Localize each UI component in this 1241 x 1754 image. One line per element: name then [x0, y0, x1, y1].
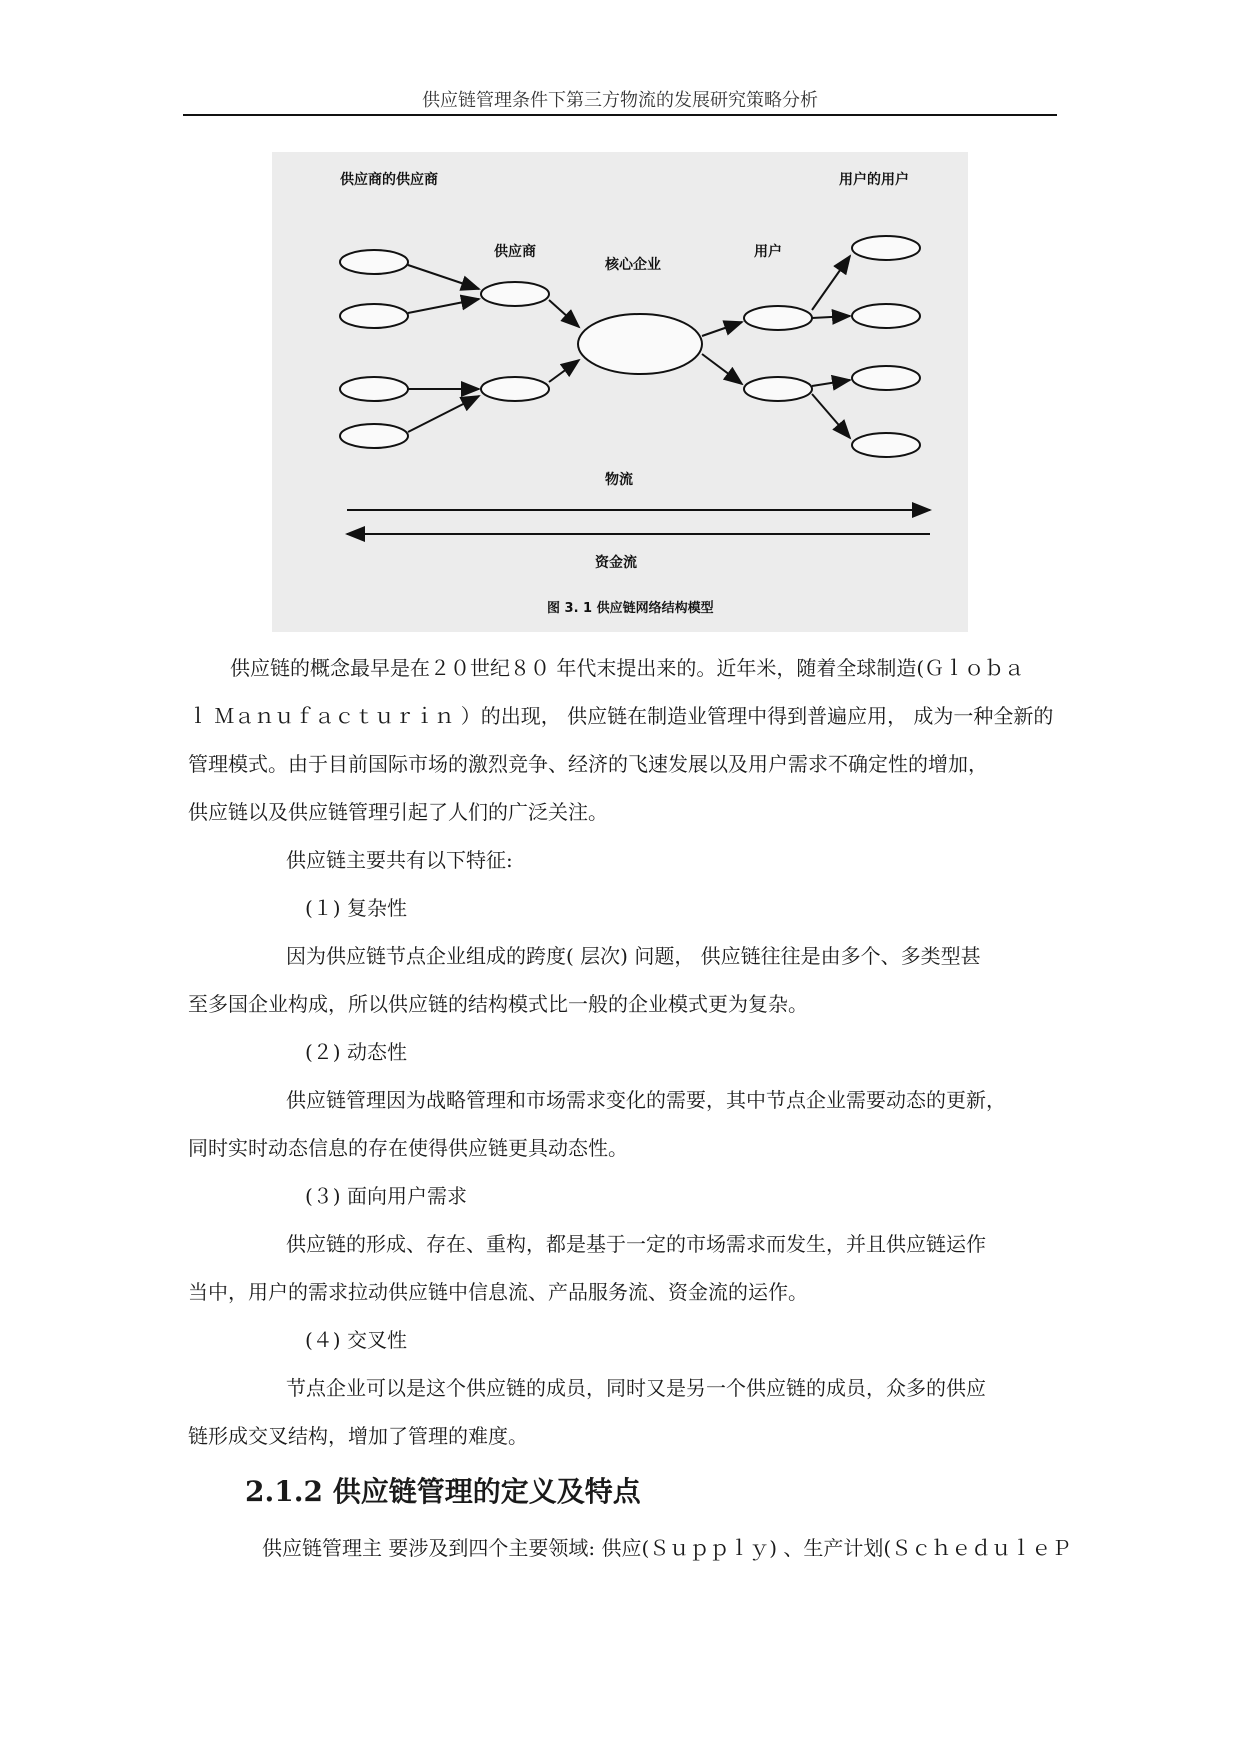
label-supplier: 供应商	[494, 244, 536, 260]
feature-3-line-2: 当中，用户的需求拉动供应链中信息流、产品服务流、资金流的运作。	[188, 1280, 808, 1304]
arrow-s2-core	[549, 360, 579, 382]
paragraph-intro-line-1: 供应链的概念最早是在２０世纪８０ 年代末提出来的。近年米，随着全球制造(Ｇｌｏｂａ	[230, 656, 1025, 680]
feature-2-line-1: 供应链管理因为战略管理和市场需求变化的需要，其中节点企业需要动态的更新，	[286, 1088, 1006, 1112]
section-heading: 2.1.2 供应链管理的定义及特点	[245, 1475, 641, 1508]
arrow-t2s1-s1	[408, 265, 479, 289]
label-logistics: 物流	[605, 472, 633, 488]
feature-4-line-2: 链形成交叉结构，增加了管理的难度。	[188, 1424, 528, 1448]
node-supplier-2	[481, 377, 549, 401]
node-user-1	[744, 306, 812, 330]
feature-3-line-1: 供应链的形成、存在、重构，都是基于一定的市场需求而发生，并且供应链运作	[286, 1232, 986, 1256]
supply-chain-diagram	[272, 152, 968, 632]
node-tier2-supplier-1	[340, 250, 408, 274]
arrow-u2-e3	[812, 380, 850, 386]
arrow-t2s4-s2	[408, 396, 479, 432]
paragraph-intro-line-3: 管理模式。由于目前国际市场的激烈竞争、经济的飞速发展以及用户需求不确定性的增加，	[188, 752, 988, 776]
arrow-u1-e1	[812, 256, 850, 310]
node-end-user-1	[852, 236, 920, 260]
arrow-u2-e4	[812, 394, 850, 438]
feature-4-title: (４) 交叉性	[305, 1328, 407, 1352]
label-users-user: 用户的用户	[839, 172, 909, 188]
section-first-line: 供应链管理主 要涉及到四个主要领域: 供应(Ｓｕｐｐｌｙ) 、生产计划(ＳｃｈｅｄｕｌｅＰ	[262, 1536, 1072, 1560]
feature-2-line-2: 同时实时动态信息的存在使得供应链更具动态性。	[188, 1136, 628, 1160]
arrow-u1-e2	[812, 316, 850, 318]
supply-chain-figure	[272, 152, 968, 632]
arrow-s1-core	[549, 300, 579, 327]
node-supplier-1	[481, 282, 549, 306]
page-header: 供应链管理条件下第三方物流的发展研究策略分析	[422, 90, 818, 111]
paragraph-intro-line-4: 供应链以及供应链管理引起了人们的广泛关注。	[188, 800, 608, 824]
label-core: 核心企业	[605, 257, 661, 273]
node-end-user-4	[852, 433, 920, 457]
feature-1-line-1: 因为供应链节点企业组成的跨度( 层次) 问题， 供应链往往是由多个、多类型甚	[286, 944, 981, 968]
feature-1-line-2: 至多国企业构成，所以供应链的结构模式比一般的企业模式更为复杂。	[188, 992, 808, 1016]
figure-caption: 图 3. 1 供应链网络结构模型	[547, 601, 714, 616]
label-suppliers-supplier: 供应商的供应商	[340, 172, 438, 188]
node-tier2-supplier-3	[340, 377, 408, 401]
node-end-user-3	[852, 366, 920, 390]
feature-2-title: (２) 动态性	[305, 1040, 407, 1064]
label-user: 用户	[754, 244, 782, 260]
header-rule	[183, 114, 1057, 116]
feature-1-title: (１) 复杂性	[305, 896, 407, 920]
node-core-enterprise	[578, 314, 702, 374]
arrow-core-u1	[702, 322, 742, 336]
arrow-core-u2	[702, 354, 742, 384]
arrow-t2s2-s1	[408, 299, 479, 313]
node-tier2-supplier-2	[340, 304, 408, 328]
feature-3-title: (３) 面向用户需求	[305, 1184, 467, 1208]
features-intro: 供应链主要共有以下特征:	[286, 848, 513, 872]
paragraph-intro-line-2: ｌ Ｍａｎｕｆａｃｔｕｒｉｎ ）的出现， 供应链在制造业管理中得到普遍应用， 成为一种全新的	[188, 704, 1054, 728]
node-tier2-supplier-4	[340, 424, 408, 448]
node-end-user-2	[852, 304, 920, 328]
feature-4-line-1: 节点企业可以是这个供应链的成员，同时又是另一个供应链的成员，众多的供应	[286, 1376, 986, 1400]
label-cash-flow: 资金流	[595, 555, 637, 571]
node-user-2	[744, 377, 812, 401]
